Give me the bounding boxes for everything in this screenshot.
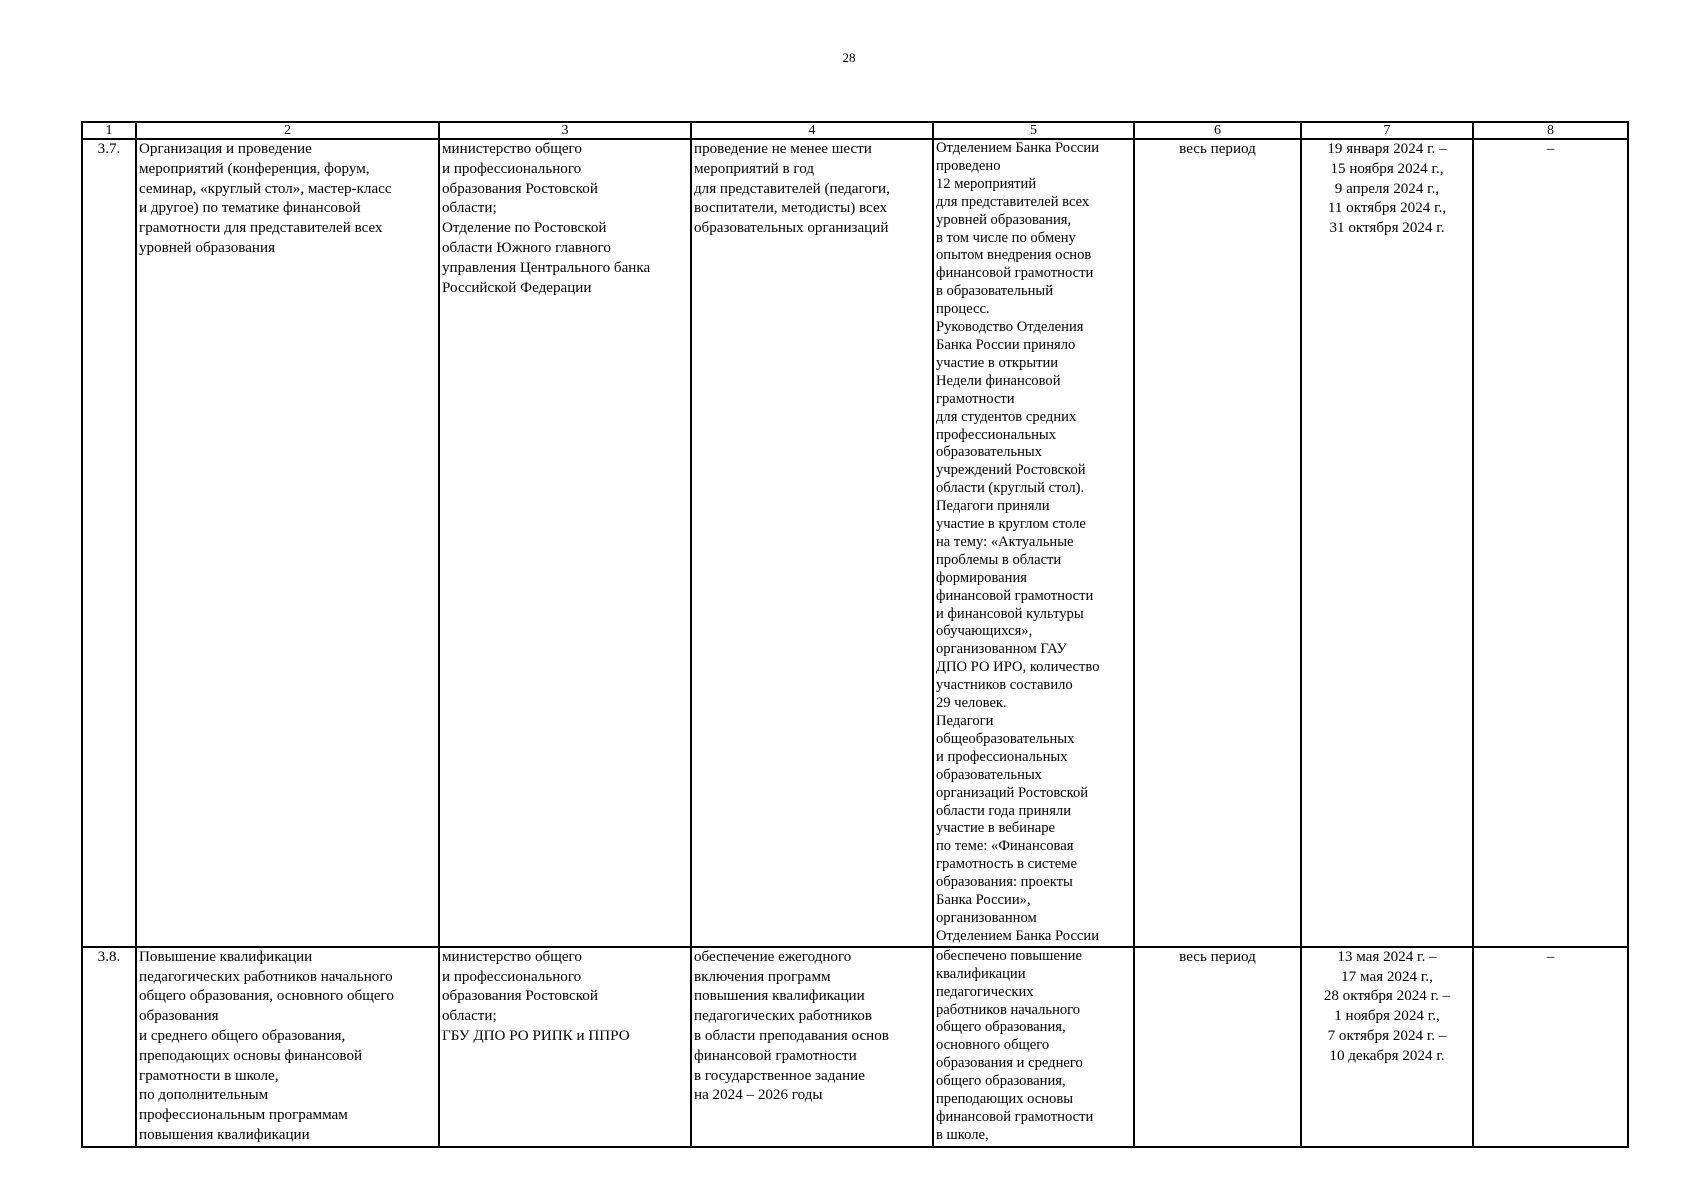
event-cell: Повышение квалификации педагогических работников начального общего образования, основного общего образования и среднего общего образования, преподающих основы финансовой грамотности в школе, по дополнительным профессиональным программам повышения квалификации — [136, 947, 439, 1147]
dates-cell: 13 мая 2024 г. – 17 мая 2024 г., 28 октября 2024 г. – 1 ноября 2024 г., 7 октября 2024 г. – 10 декабря 2024 г. — [1301, 947, 1473, 1147]
note-cell: – — [1473, 947, 1628, 1147]
column-header: 4 — [691, 122, 933, 139]
period-cell: весь период — [1134, 947, 1301, 1147]
period-cell: весь период — [1134, 139, 1301, 947]
responsible-cell: министерство общего и профессионального образования Ростовской области; ГБУ ДПО РО РИПК и ППРО — [439, 947, 691, 1147]
row-number: 3.8. — [82, 947, 136, 1147]
plan-table — [81, 121, 1629, 1148]
note-cell: – — [1473, 139, 1628, 947]
column-header: 8 — [1473, 122, 1628, 139]
table-row — [82, 947, 1628, 1147]
column-number-row — [82, 122, 1628, 139]
indicator-cell: обеспечение ежегодного включения программ повышения квалификации педагогических работников в области преподавания основ финансовой грамотности в государственное задание на 2024 – 2026 годы — [691, 947, 933, 1147]
column-header: 7 — [1301, 122, 1473, 139]
column-header: 6 — [1134, 122, 1301, 139]
result-cell: Отделением Банка России проведено 12 мероприятий для представителей всех уровней образования, в том числе по обмену опытом внедрения основ финансовой грамотности в образовательный процесс. Руководство Отделения Банка России приняло участие в открытии Недели финансовой грамотности для студентов средних профессиональных образовательных учреждений Ростовской области (круглый стол). Педагоги приняли участие в круглом столе на тему: «Актуальные проблемы в области формирования финансовой грамотности и финансовой культуры обучающихся», организованном ГАУ ДПО РО ИРО, количество участников составило 29 человек. Педагоги общеобразовательных и профессиональных образовательных организаций Ростовской области года приняли участие в вебинаре по теме: «Финансовая грамотность в системе образования: проекты Банка России», организованном Отделением Банка России — [933, 139, 1134, 947]
page-number: 28 — [842, 50, 856, 65]
table-row — [82, 139, 1628, 947]
event-cell: Организация и проведение мероприятий (конференция, форум, семинар, «круглый стол», мастер-класс и другое) по тематике финансовой грамотности для представителей всех уровней образования — [136, 139, 439, 947]
column-header: 2 — [136, 122, 439, 139]
indicator-cell: проведение не менее шести мероприятий в год для представителей (педагоги, воспитатели, методисты) всех образовательных организаций — [691, 139, 933, 947]
dates-cell: 19 января 2024 г. – 15 ноября 2024 г., 9 апреля 2024 г., 11 октября 2024 г., 31 октября 2024 г. — [1301, 139, 1473, 947]
column-header: 5 — [933, 122, 1134, 139]
column-header: 3 — [439, 122, 691, 139]
responsible-cell: министерство общего и профессионального образования Ростовской области; Отделение по Ростовской области Южного главного управления Центрального банка Российской Федерации — [439, 139, 691, 947]
result-cell: обеспечено повышение квалификации педагогических работников начального общего образования, основного общего образования и среднего общего образования, преподающих основы финансовой грамотности в школе, — [933, 947, 1134, 1147]
column-header: 1 — [82, 122, 136, 139]
row-number: 3.7. — [82, 139, 136, 947]
